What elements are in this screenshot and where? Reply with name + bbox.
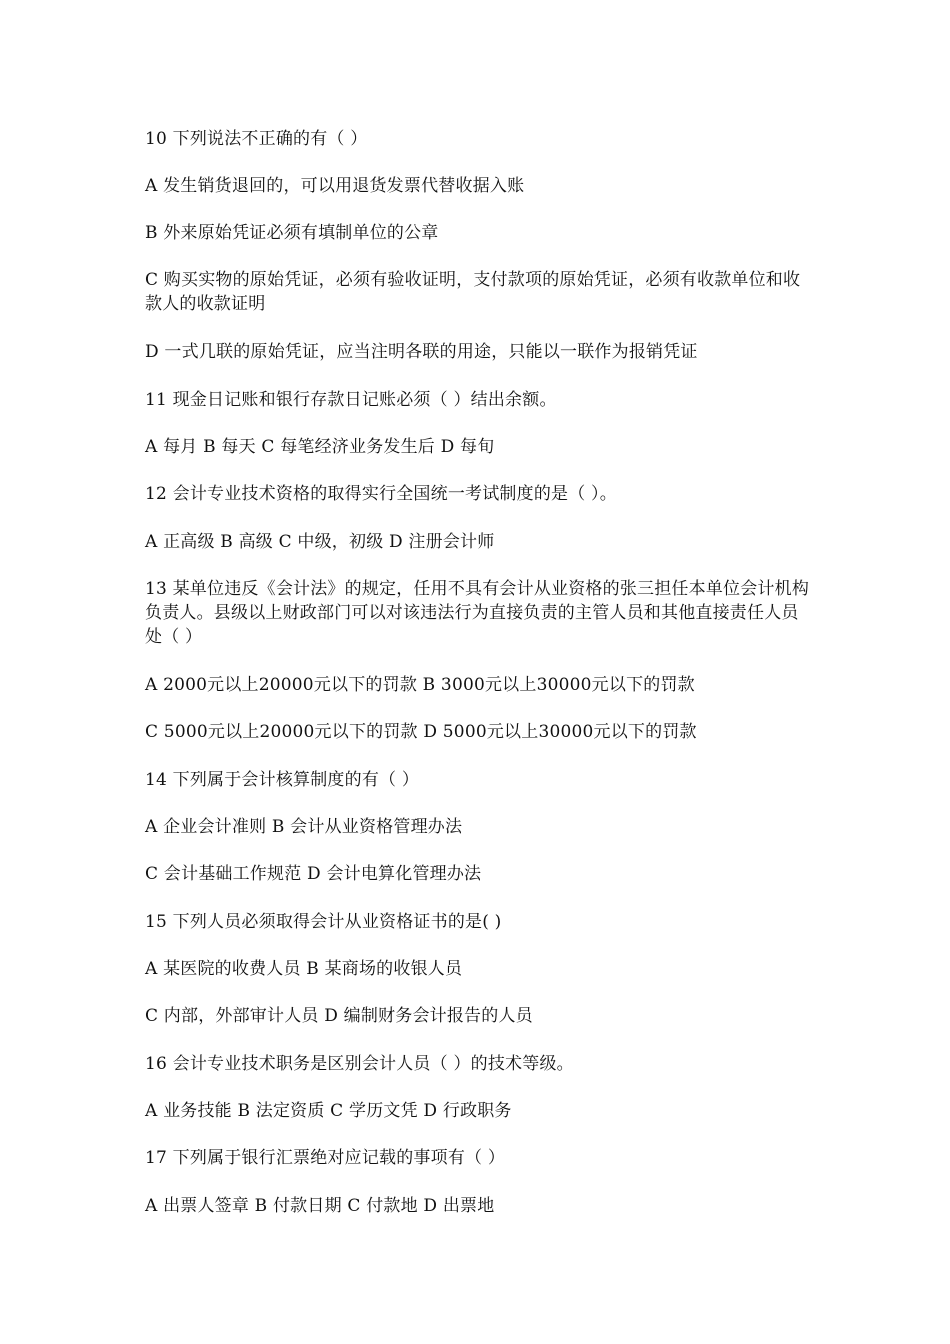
question-12: 12 会计专业技术资格的取得实行全国统一考试制度的是（ ）。	[145, 484, 617, 504]
question-16-options: A 业务技能 B 法定资质 C 学历文凭 D 行政职务	[145, 1101, 512, 1121]
question-10-option-d: D 一式几联的原始凭证，应当注明各联的用途，只能以一联作为报销凭证	[145, 342, 698, 362]
question-13: 13 某单位违反《会计法》的规定，任用不具有会计从业资格的张三担任本单位会计机构负责人。县级以上财政部门可以对该违法行为直接负责的主管人员和其他直接责任人员处（ ）	[145, 579, 810, 647]
question-11-options: A 每月 B 每天 C 每笔经济业务发生后 D 每旬	[145, 437, 495, 457]
question-10-option-c: C 购买实物的原始凭证，必须有验收证明，支付款项的原始凭证，必须有收款单位和收款人的收款证明	[145, 270, 801, 314]
question-10: 10 下列说法不正确的有（ ）	[145, 129, 368, 149]
question-17-options: A 出票人签章 B 付款日期 C 付款地 D 出票地	[145, 1196, 495, 1216]
question-12-options: A 正高级 B 高级 C 中级，初级 D 注册会计师	[145, 532, 495, 552]
question-14-options-cd: C 会计基础工作规范 D 会计电算化管理办法	[145, 864, 482, 884]
question-14-options-ab: A 企业会计准则 B 会计从业资格管理办法	[145, 817, 463, 837]
question-13-options-ab: A 2000元以上20000元以下的罚款 B 3000元以上30000元以下的罚款	[145, 675, 695, 695]
question-17: 17 下列属于银行汇票绝对应记载的事项有（ ）	[145, 1148, 506, 1168]
question-16: 16 会计专业技术职务是区别会计人员（ ）的技术等级。	[145, 1054, 574, 1074]
question-10-option-a: A 发生销货退回的，可以用退货发票代替收据入账	[145, 176, 525, 196]
question-15: 15 下列人员必须取得会计从业资格证书的是( )	[145, 912, 502, 932]
question-15-options-ab: A 某医院的收费人员 B 某商场的收银人员	[145, 959, 463, 979]
question-14: 14 下列属于会计核算制度的有（ ）	[145, 770, 420, 790]
question-11: 11 现金日记账和银行存款日记账必须（ ）结出余额。	[145, 390, 557, 410]
question-13-options-cd: C 5000元以上20000元以下的罚款 D 5000元以上30000元以下的罚款	[145, 722, 697, 742]
question-15-options-cd: C 内部，外部审计人员 D 编制财务会计报告的人员	[145, 1006, 533, 1026]
question-10-option-b: B 外来原始凭证必须有填制单位的公章	[145, 223, 439, 243]
